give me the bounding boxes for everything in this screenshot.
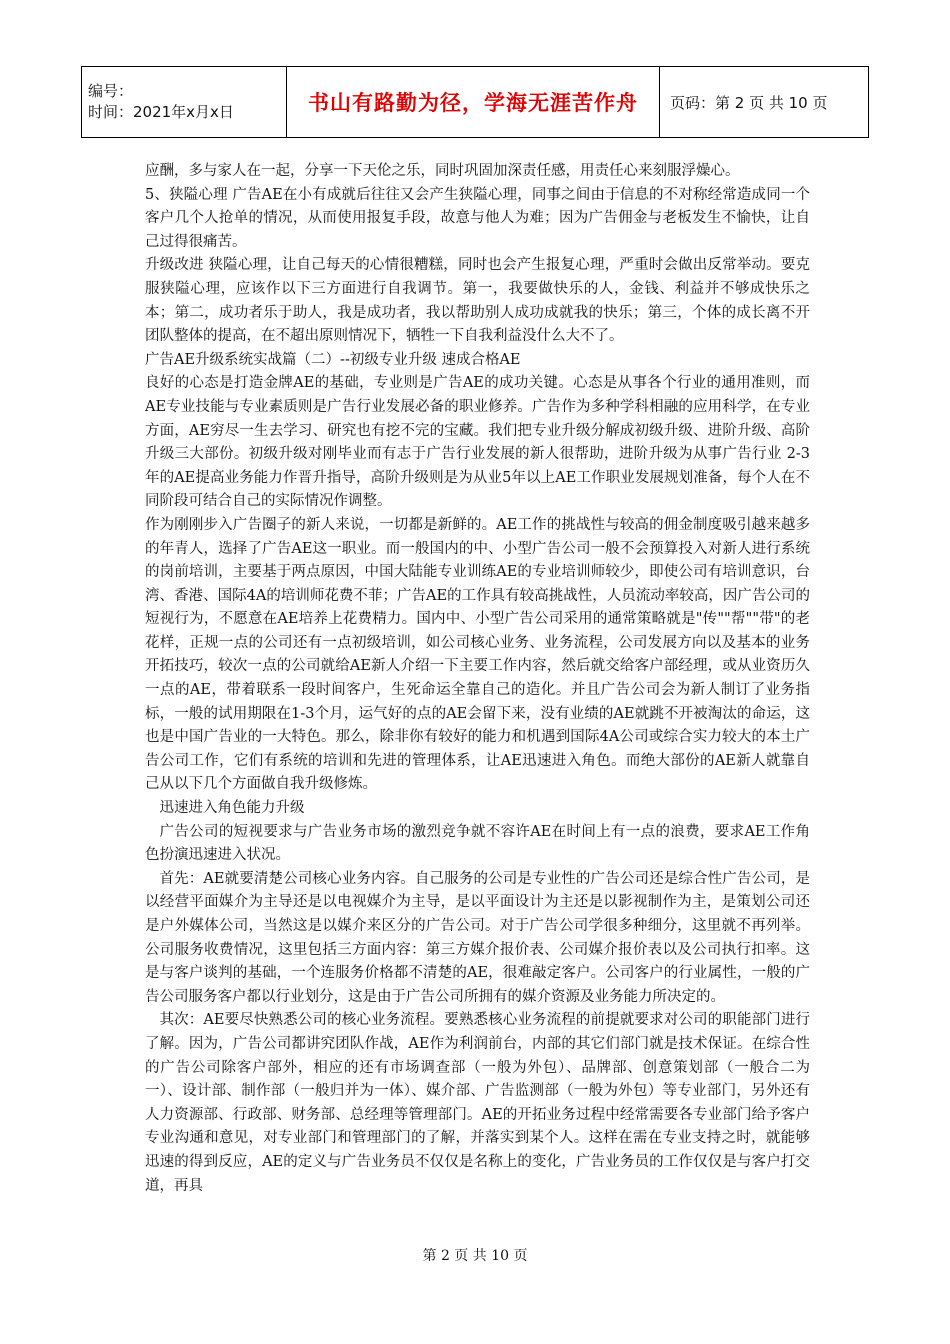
section-heading: 广告AE升级系统实战篇（二）--初级专业升级 速成合格AE <box>145 351 521 368</box>
header-meta-cell <box>82 67 287 138</box>
header-motto: 书山有路勤为径，学海无涯苦作舟 <box>287 67 660 138</box>
paragraph: 升级改进 狭隘心理，让自己每天的心情很糟糕，同时也会产生报复心理，严重时会做出反常举动。要克服狭隘心理，应该作以下三方面进行自我调节。第一，我要做快乐的人，金钱、利益并不够成快乐之本；第二，成功者乐于助人，我是成功者，我以帮助别人成功成就我的快乐；第三，个体的成长离不开团队整体的提高，在不超出原则情况下，牺牲一下自我利益没什么大不了。 <box>145 257 810 345</box>
paragraph: 作为刚刚步入广告圈子的新人来说，一切都是新鲜的。AE工作的挑战性与较高的佣金制度吸引越来越多的年青人，选择了广告AE这一职业。而一般国内的中、小型广告公司一般不会预算投入对新人进行系统的岗前培训，主要基于两点原因，中国大陆能专业训练AE的专业培训师较少，即使公司有培训意识，台湾、香港、国际4A的培训师花费不菲；广告AE的工作具有较高挑战性，人员流动率较高，因广告公司的短视行为，不愿意在AE培养上花费精力。国内中、小型广告公司采用的通常策略就是"传""帮""带"的老花样，正规一点的公司还有一点初级培训，如公司核心业务、业务流程，公司发展方向以及基本的业务开拓技巧，较次一点的公司就给AE新人介绍一下主要工作内容，然后就交给客户部经理，或从业资历久一点的AE，带着联系一段时间客户，生死命运全靠自己的造化。并且广告公司会为新人制订了业务指标，一般的试用期限在1-3个月，运气好的点的AE会留下来，没有业绩的AE就跳不开被淘汰的命运，这也是中国广告业的一大特色。那么，除非你有较好的能力和机遇到国际4A公司或综合实力较大的本土广告公司工作，它们有系统的培训和先进的管理体系，让AE迅速进入角色。而绝大部份的AE新人就靠自己从以下几个方面做自我升级修炼。 <box>145 516 810 793</box>
page-footer: 第 2 页 共 10 页 <box>422 1248 528 1264</box>
paragraph: 良好的心态是打造金牌AE的基础，专业则是广告AE的成功关键。心态是从事各个行业的通用准则，而AE专业技能与专业素质则是广告行业发展必备的职业修养。广告作为多种学科相融的应用科学，在专业方面，AE穷尽一生去学习、研究也有挖不完的宝藏。我们把专业升级分解成初级升级、进阶升级、高阶升级三大部份。初级升级对刚毕业而有志于广告行业发展的新人很帮助，进阶升级为从事广告行业 2-3年的AE提高业务能力作晋升指导，高阶升级则是为从业5年以上AE工作职业发展规划准备，每个人在不同阶段可结合自己的实际情况作调整。 <box>145 375 810 510</box>
header-page-info: 页码：第 2 页 共 10 页 <box>660 67 869 138</box>
paragraph: 首先：AE就要清楚公司核心业务内容。自己服务的公司是专业性的广告公司还是综合性广告公司，是以经营平面媒介为主导还是以电视媒介为主导，是以平面设计为主还是以影视制作为主，是策划公司还是户外媒体公司，当然这是以媒介来区分的广告公司。对于广告公司学很多种细分，这里就不再列举。公司服务收费情况，这里包括三方面内容：第三方媒介报价表、公司媒介报价表以及公司执行扣率。这是与客户谈判的基础，一个连服务价格都不清楚的AE，很难敲定客户。公司客户的行业属性，一般的广告公司服务客户都以行业划分，这是由于广告公司所拥有的媒介资源及业务能力所决定的。 <box>145 870 810 1005</box>
paragraph: 5、狭隘心理 广告AE在小有成就后往往又会产生狭隘心理，同事之间由于信息的不对称经常造成同一个客户几个人抢单的情况，从而使用报复手段，故意与他人为难；因为广告佣金与老板发生不愉快，让自己过得很痛苦。 <box>145 186 810 250</box>
document-body <box>145 160 810 1198</box>
subsection-heading: 迅速进入角色能力升级 <box>159 800 305 817</box>
paragraph: 应酬，多与家人在一起，分享一下天伦之乐，同时巩固加深责任感，用责任心来刻服浮燥心。 <box>145 163 740 179</box>
header-table <box>81 66 869 138</box>
paragraph: 广告公司的短视要求与广告业务市场的激烈竞争就不容许AE在时间上有一点的浪费，要求AE工作角色扮演迅速进入状况。 <box>145 823 810 864</box>
document-number-label: 编号： <box>88 82 134 100</box>
paragraph: 其次：AE要尽快熟悉公司的核心业务流程。要熟悉核心业务流程的前提就要求对公司的职能部门进行了解。因为，广告公司都讲究团队作战，AE作为利润前台，内部的其它们部门就是技术保证。在综合性的广告公司除客户部外，相应的还有市场调查部（一般为外包）、品牌部、创意策划部（一般合二为一）、设计部、制作部（一般归并为一体）、媒介部、广告监测部（一般为外包）等专业部门，另外还有人力资源部、行政部、财务部、总经理等管理部门。AE的开拓业务过程中经常需要各专业部门给予客户专业沟通和意见，对专业部门和管理部门的了解，并落实到某个人。这样在需在专业支持之时，就能够迅速的得到反应，AE的定义与广告业务员不仅仅是名称上的变化，广告业务员的工作仅仅是与客户打交道，再具 <box>145 1012 810 1194</box>
document-date: 时间：2021年x月x日 <box>88 103 234 121</box>
